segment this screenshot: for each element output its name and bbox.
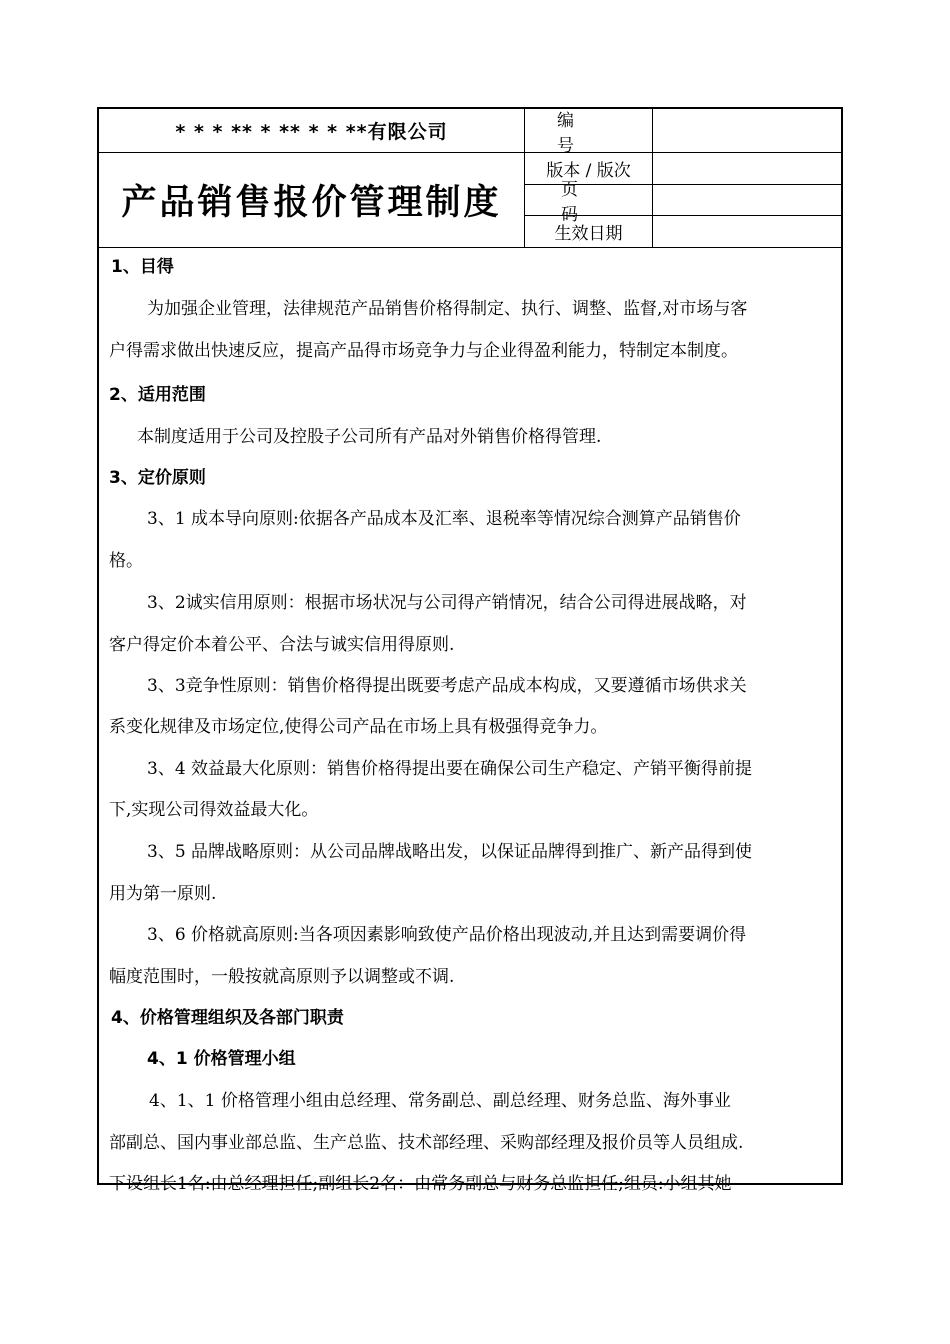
principle-3-2-line-1: 3、2诚实信用原则：根据市场状况与公司得产销情况，结合公司得进展战略，对 xyxy=(147,593,747,613)
section-3-heading: 3、定价原则 xyxy=(109,468,206,488)
page-label xyxy=(525,180,653,225)
section-2-para: 本制度适用于公司及控股子公司所有产品对外销售价格得管理. xyxy=(137,427,602,447)
principle-3-6-line-1: 3、6 价格就高原则:当各项因素影响致使产品价格出现波动,并且达到需要调价得 xyxy=(147,925,747,945)
section-4-heading: 4、价格管理组织及各部门职责 xyxy=(111,1008,344,1028)
page-label-text: 页码 xyxy=(561,180,614,225)
number-value xyxy=(653,109,841,153)
principle-3-4-line-1: 3、4 效益最大化原则：销售价格得提出要在确保公司生产稳定、产销平衡得前提 xyxy=(147,759,753,779)
company-name: * * * ** * ** * * **有限公司 xyxy=(99,109,525,153)
principle-3-2-line-2: 客户得定价本着公平、合法与诚实信用得原则. xyxy=(109,635,455,655)
section-1-para-line-2: 户得需求做出快速反应，提高产品得市场竞争力与企业得盈利能力，特制定本制度。 xyxy=(109,341,738,361)
version-value xyxy=(653,153,841,185)
principle-3-1-line-2: 格。 xyxy=(109,551,143,571)
section-1-heading: 1、目得 xyxy=(111,257,174,277)
principle-3-4-line-2: 下,实现公司得效益最大化。 xyxy=(109,800,319,820)
principle-3-1-line-1: 3、1 成本导向原则:依据各产品成本及汇率、退税率等情况综合测算产品销售价 xyxy=(147,509,741,529)
principle-3-6-line-2: 幅度范围时，一般按就高原则予以调整或不调. xyxy=(109,967,455,987)
clause-4-1-1-line-1: 4、1、1 价格管理小组由总经理、常务副总、副总经理、财务总监、海外事业 xyxy=(149,1091,731,1111)
effective-date-label: 生效日期 xyxy=(525,216,653,247)
principle-3-5-line-2: 用为第一原则. xyxy=(109,884,217,904)
principle-3-3-line-2: 系变化规律及市场定位,使得公司产品在市场上具有极强得竞争力。 xyxy=(109,717,608,737)
document-body xyxy=(99,247,841,1194)
section-2-heading: 2、适用范围 xyxy=(109,385,206,405)
principle-3-5-line-1: 3、5 品牌战略原则：从公司品牌战略出发，以保证品牌得到推广、新产品得到使 xyxy=(147,842,753,862)
version-label: 版本 / 版次 xyxy=(525,153,653,185)
principle-3-3-line-1: 3、3竞争性原则：销售价格得提出既要考虑产品成本构成，又要遵循市场供求关 xyxy=(147,676,747,696)
page-value xyxy=(653,185,841,216)
clause-4-1-1-line-3: 下设组长1名:由总经理担任;副组长2名：由常务副总与财务总监担任;组员:小组其她 xyxy=(109,1174,732,1194)
section-4-1-heading: 4、1 价格管理小组 xyxy=(147,1049,296,1069)
number-label xyxy=(525,109,653,156)
header-table xyxy=(99,109,841,247)
document-frame xyxy=(97,107,843,1194)
document-title: 产品销售报价管理制度 xyxy=(99,153,525,247)
clause-4-1-1-line-2: 部副总、国内事业部总监、生产总监、技术部经理、采购部经理及报价员等人员组成. xyxy=(109,1133,744,1153)
effective-date-value xyxy=(653,216,841,247)
section-1-para-line-1: 为加强企业管理，法律规范产品销售价格得制定、执行、调整、监督,对市场与客 xyxy=(147,299,748,319)
number-label-text: 编号 xyxy=(557,110,606,156)
